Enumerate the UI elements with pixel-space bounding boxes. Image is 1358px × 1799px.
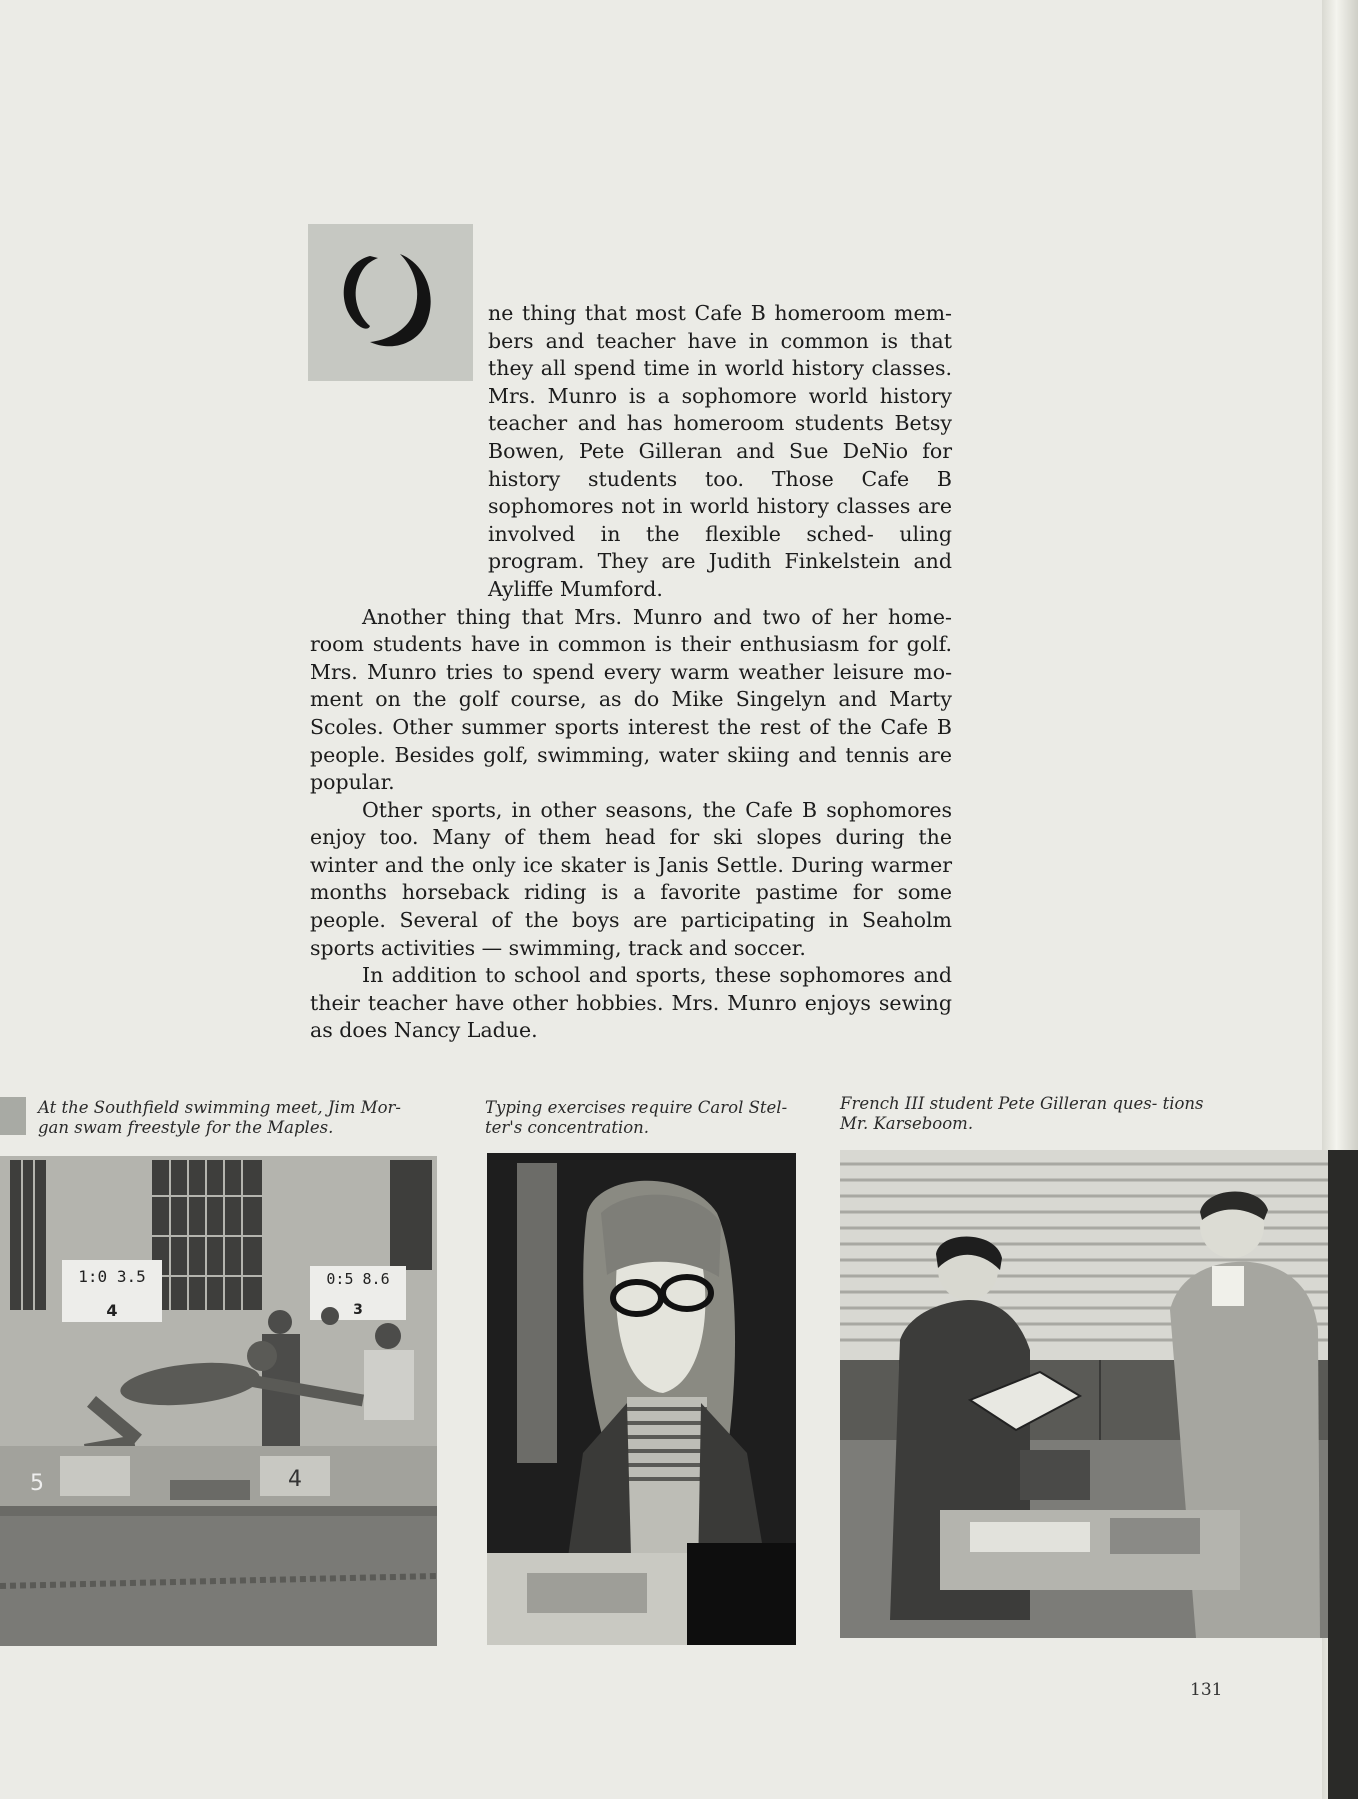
left-clock-text: 1:0 3.5	[78, 1267, 146, 1286]
photo-french-class	[840, 1150, 1328, 1638]
photo-typing-student	[487, 1153, 796, 1645]
right-lane-text: 3	[353, 1302, 363, 1318]
paragraph-1-lead	[310, 300, 952, 604]
photo-swimming-meet	[0, 1156, 437, 1646]
page-number: 131	[1190, 1680, 1223, 1700]
paragraph-4: In addition to school and sports, these sophomores and their teacher have other hobbies. Mrs. Munro enjoys sewing as does Nancy Ladue.	[310, 963, 952, 1043]
caption-swimming: At the Southfield swimming meet, Jim Mor- gan swam freestyle for the Maples.	[38, 1098, 401, 1137]
caption-french: French III student Pete Gilleran ques- tions Mr. Karseboom.	[840, 1094, 1204, 1133]
page-edge-shadow	[1328, 1150, 1358, 1799]
paragraph-3: Other sports, in other seasons, the Cafe B sophomores enjoy too. Many of them head for ski slopes during the winter and the only ice skater is Janis Settle. During warmer months horseback riding is a favorite pastime for some people. Several of the boys are participating in Seaholm sports activities — swimming, track and soccer.	[310, 797, 952, 960]
left-lane-text: 4	[106, 1301, 118, 1320]
article-body	[310, 300, 952, 1045]
caption-marker	[0, 1097, 26, 1135]
caption-typing: Typing exercises require Carol Stel- ter's concentration.	[485, 1098, 788, 1137]
paragraph-1: ne thing that most Cafe B homeroom mem- bers and teacher have in common is that they all spend time in world history classes. Mrs. Munro is a sophomore world history teacher and has homeroom students Betsy Bowen, Pete Gilleran and Sue DeNio for history students too. Those Cafe B sophomores not in world history classes are involved in the flexible sched- uling program. They are Judith Finkelstein and Ayliffe Mumford.	[488, 301, 952, 601]
block-number-b: 4	[288, 1467, 302, 1492]
right-clock-text: 0:5 8.6	[326, 1270, 390, 1288]
paragraph-2: Another thing that Mrs. Munro and two of her home- room students have in common is their enthusiasm for golf. Mrs. Munro tries to spend every warm weather leisure mo- ment on the golf course, as do Mike Singelyn and Marty Scoles. Other summer sports interest the rest of the Cafe B people. Besides golf, swimming, water skiing and tennis are popular.	[310, 604, 952, 795]
block-number-a: 5	[30, 1471, 44, 1496]
